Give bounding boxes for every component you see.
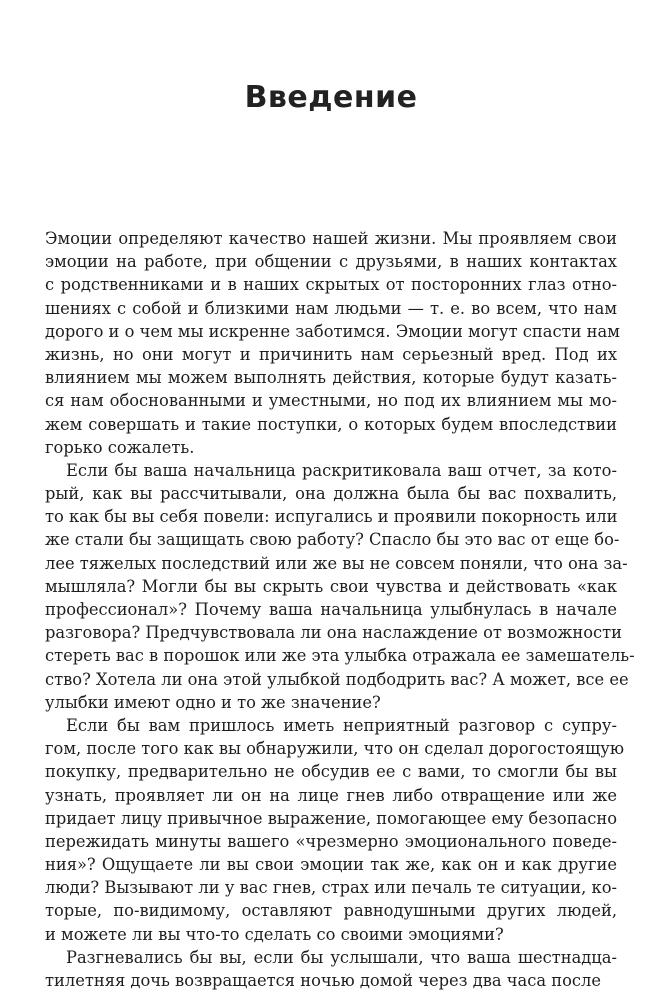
text-line: то как бы вы себя повели: испугались и проявили покорность или <box>45 507 618 527</box>
text-line: тилетняя дочь возвращается ночью домой через два часа после <box>45 971 601 990</box>
text-line: придает лицу привычное выражение, помогающее ему безопасно <box>45 808 617 828</box>
paragraph <box>45 459 635 714</box>
text-line: Если бы ваша начальница раскритиковала ваш отчет, за кото- <box>66 460 617 480</box>
text-line: гом, после того как вы обнаружили, что он сделал дорогостоящую <box>45 739 625 759</box>
text-line: влиянием мы можем выполнять действия, которые будут казать- <box>45 368 617 388</box>
text-line: Эмоции определяют качество нашей жизни. Мы проявляем свои <box>45 229 617 248</box>
paragraph <box>45 946 617 992</box>
text-line: шениях с собой и близкими нам людьми — т. е. во всем, что нам <box>45 298 617 318</box>
text-line: мышляла? Могли бы вы скрыть свои чувства и действовать «как <box>45 576 617 596</box>
text-line: и можете ли вы что-то сделать со своими эмоциями? <box>45 924 504 944</box>
text-line: рый, как вы рассчитывали, она должна была бы вас похвалить, <box>45 484 617 504</box>
text-line: разговора? Предчувствовала ли она наслаждение от возможности <box>45 623 623 643</box>
text-line: горько сожалеть. <box>45 437 195 457</box>
paragraph <box>45 227 620 459</box>
text-line: с родственниками и в наших скрытых от посторонних глаз отно- <box>45 275 617 295</box>
text-line: Разгневались бы вы, если бы услышали, что ваша шестнадца- <box>66 947 617 967</box>
text-line: профессионал»? Почему ваша начальница улыбнулась в начале <box>45 600 617 619</box>
text-line: люди? Вызывают ли у вас гнев, страх или печаль те ситуации, ко- <box>45 878 617 898</box>
paragraph <box>45 714 625 946</box>
text-line: же стали бы защищать свою работу? Спасло бы это вас от еще бо- <box>45 530 620 550</box>
text-line: ния»? Ощущаете ли вы свои эмоции так же, как он и как другие <box>45 855 617 875</box>
text-line: эмоции на работе, при общении с друзьями, в наших контактах <box>45 252 617 272</box>
text-line: узнать, проявляет ли он на лице гнев либо отвращение или же <box>45 785 617 805</box>
text-line: пережидать минуты вашего «чрезмерно эмоционального поведе- <box>45 831 617 851</box>
text-line: торые, по-видимому, оставляют равнодушными других людей, <box>45 901 617 921</box>
text-line: лее тяжелых последствий или же вы не совсем поняли, что она за- <box>45 553 628 573</box>
text-line: ся нам обоснованными и уместными, но под их влиянием мы мо- <box>45 391 617 411</box>
text-line: дорого и о чем мы искренне заботимся. Эмоции могут спасти нам <box>45 321 620 341</box>
body-text <box>45 227 635 992</box>
text-line: стереть вас в порошок или же эта улыбка отражала ее замешатель- <box>45 646 635 666</box>
text-line: Если бы вам пришлось иметь неприятный разговор с супру- <box>66 715 617 735</box>
text-line: покупку, предварительно не обсудив ее с вами, то смогли бы вы <box>45 762 617 782</box>
text-line: жем совершать и такие поступки, о которых будем впоследствии <box>45 414 617 434</box>
text-line: ство? Хотела ли она этой улыбкой подбодрить вас? А может, все ее <box>45 669 629 689</box>
text-line: жизнь, но они могут и причинить нам серьезный вред. Под их <box>45 344 617 364</box>
text-line: улыбки имеют одно и то же значение? <box>45 692 381 712</box>
chapter-title: Введение <box>244 80 418 115</box>
